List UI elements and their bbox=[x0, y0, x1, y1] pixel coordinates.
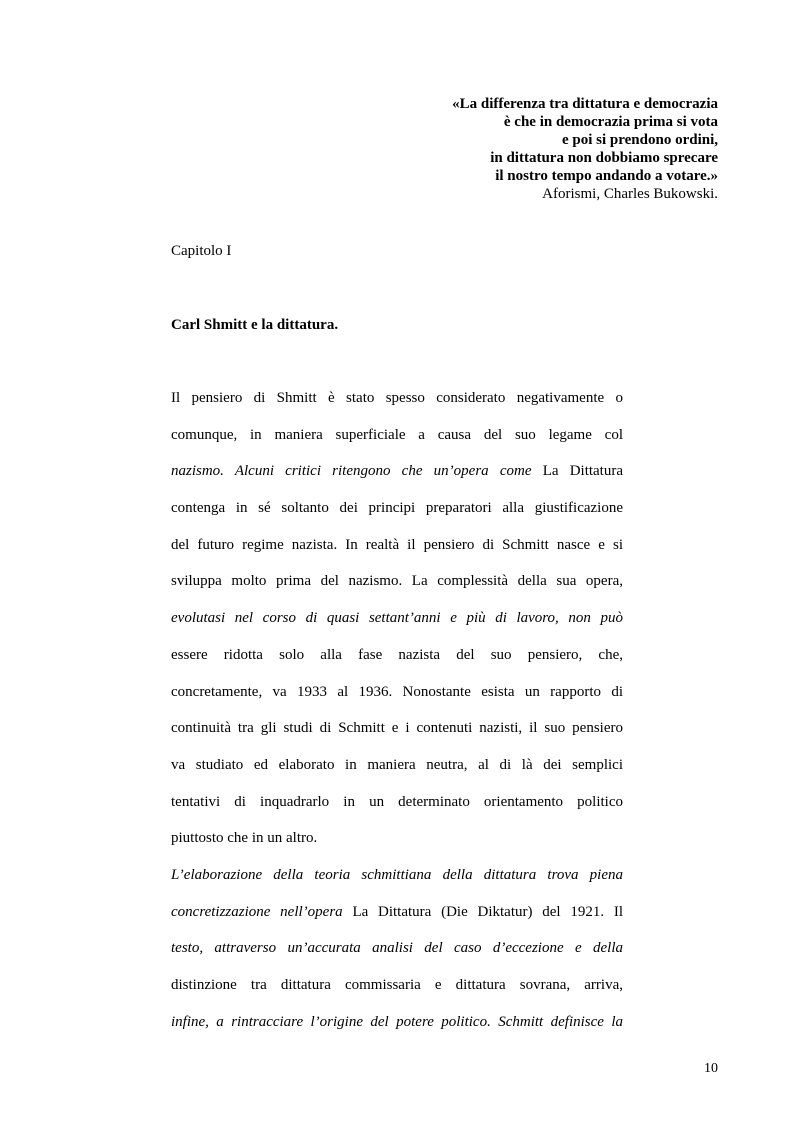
text-line: tentativi di inquadrarlo in un determinato orientamento politico bbox=[171, 793, 623, 810]
page-number: 10 bbox=[704, 1061, 718, 1076]
epigraph-line: e poi si prendono ordini, bbox=[561, 132, 718, 148]
book-title: La Dittatura bbox=[542, 463, 624, 480]
text-line: infine, a rintracciare l’origine del potere politico. Schmitt definisce la bbox=[171, 1013, 623, 1030]
text-line: contenga in sé soltanto dei principi preparatori alla giustificazione bbox=[171, 500, 623, 517]
text-line bbox=[171, 462, 623, 480]
text-line: distinzione tra dittatura commissaria e dittatura sovrana, arriva, bbox=[171, 977, 623, 993]
italic-text: concretizzazione nell’opera bbox=[171, 903, 343, 920]
text-line bbox=[171, 903, 623, 921]
epigraph bbox=[452, 95, 718, 203]
text-line: Il pensiero di Shmitt è stato spesso considerato negativamente o bbox=[171, 390, 623, 406]
book-title: La Dittatura (Die Diktatur) del 1921. Il bbox=[352, 903, 623, 920]
text-line: L’elaborazione della teoria schmittiana della dittatura trova piena bbox=[171, 866, 623, 883]
text-line: va studiato ed elaborato in maniera neutra, al di là dei semplici bbox=[171, 756, 623, 773]
text-line: essere ridotta solo alla fase nazista del suo pensiero, che, bbox=[171, 646, 623, 663]
body-text bbox=[171, 389, 623, 1049]
text-line: comunque, in maniera superficiale a causa del suo legame col bbox=[171, 426, 623, 443]
epigraph-line: «La differenza tra dittatura e democrazia bbox=[452, 96, 718, 112]
epigraph-source: Aforismi, Charles Bukowski. bbox=[542, 186, 718, 202]
chapter-label: Capitolo I bbox=[171, 243, 232, 259]
italic-text: nazismo. Alcuni critici ritengono che un’opera come bbox=[171, 463, 532, 480]
text-line: testo, attraverso un’accurata analisi del caso d’eccezione e della bbox=[171, 940, 623, 957]
epigraph-line: il nostro tempo andando a votare.» bbox=[495, 168, 718, 184]
section-heading: Carl Shmitt e la dittatura. bbox=[171, 317, 339, 333]
text-line: evolutasi nel corso di quasi settant’anni e più di lavoro, non può bbox=[171, 610, 623, 627]
text-line: concretamente, va 1933 al 1936. Nonostante esista un rapporto di bbox=[171, 683, 623, 700]
epigraph-line: è che in democrazia prima si vota bbox=[503, 114, 718, 130]
text-line: sviluppa molto prima del nazismo. La complessità della sua opera, bbox=[171, 573, 623, 590]
text-line: piuttosto che in un altro. bbox=[171, 830, 318, 847]
text-line: del futuro regime nazista. In realtà il pensiero di Schmitt nasce e si bbox=[171, 536, 623, 553]
epigraph-line: in dittatura non dobbiamo sprecare bbox=[490, 150, 718, 166]
text-line: continuità tra gli studi di Schmitt e i contenuti nazisti, il suo pensiero bbox=[171, 720, 623, 737]
